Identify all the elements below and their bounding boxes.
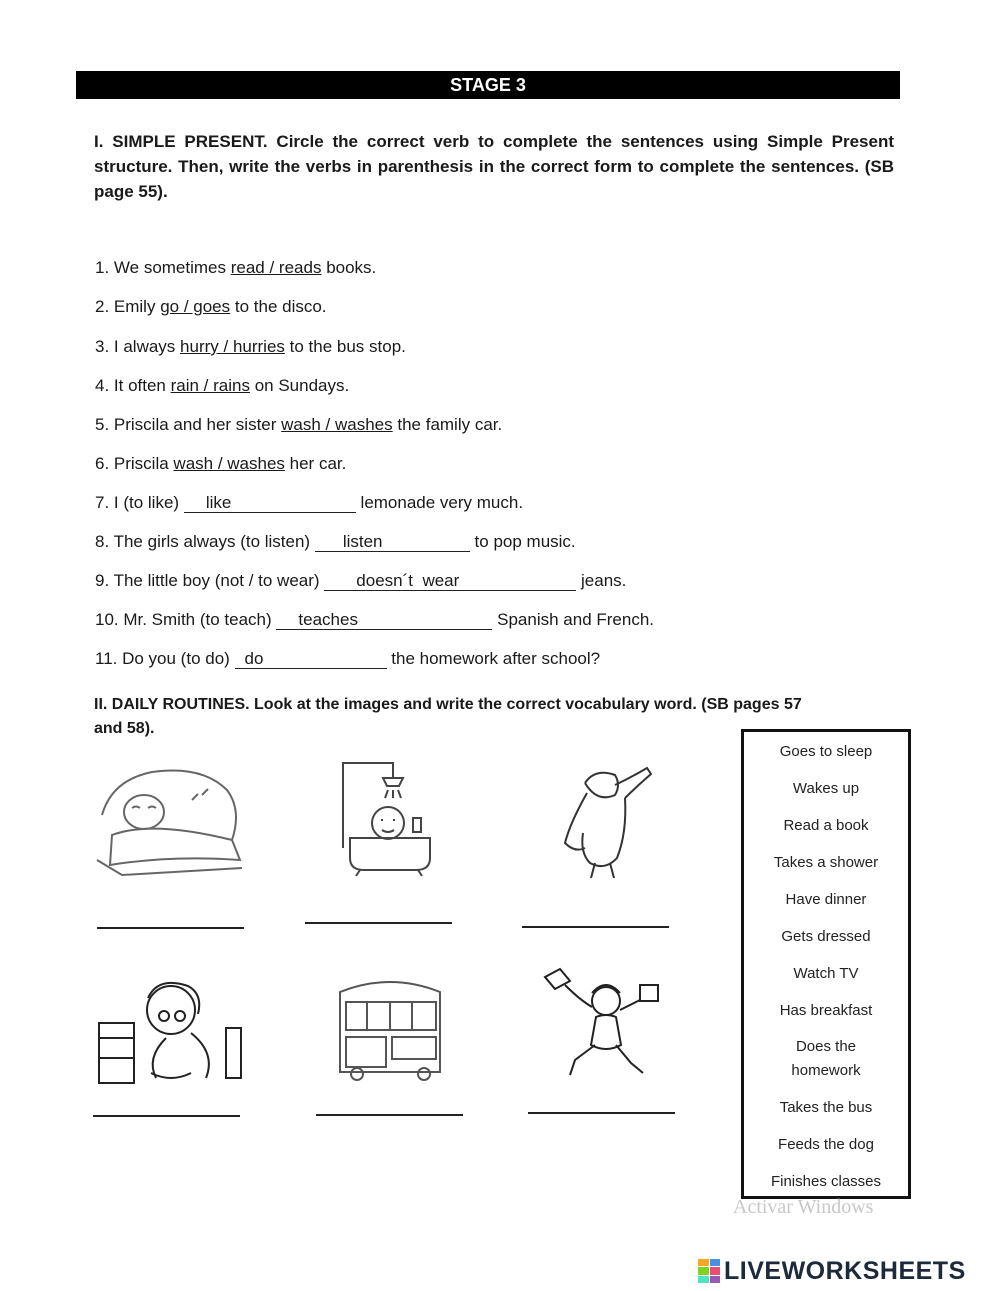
word-bank-item[interactable]: Gets dressed [781,928,871,945]
sentence-2: 2. Emily go / goes to the disco. [95,297,327,316]
answer-line-3[interactable] [522,926,669,928]
word-bank-item[interactable]: Finishes classes [770,1173,882,1190]
verb-choice[interactable]: rain / rains [170,376,250,395]
word-bank-item[interactable]: Have dinner [785,891,867,908]
answer-line-6[interactable] [528,1112,675,1114]
answer-field[interactable]: listen [315,532,470,552]
getting-dressed-image [555,763,665,883]
word-bank-item[interactable]: Takes a shower [773,854,879,871]
verb-choice[interactable]: read / reads [230,258,322,277]
answer-field[interactable]: teaches [276,610,492,630]
verb-choice[interactable]: hurry / hurries [180,337,285,356]
stage-title: STAGE 3 [76,71,900,99]
word-bank-item[interactable]: Read a book [783,817,869,834]
sentence-11: 11. Do you (to do) do the homework after school? [95,649,601,668]
sentence-5: 5. Priscila and her sister wash / washes the family car. [95,415,503,434]
having-breakfast-image [96,978,246,1088]
answer-field[interactable]: do [235,649,387,669]
section1-instructions: I. SIMPLE PRESENT. Circle the correct verb to complete the sentences using Simple Present structure. Then, write the verbs in parenthesis in the correct form to complete the sentences. (SB page 55). [94,132,894,201]
sentence-8: 8. The girls always (to listen) listen to pop music. [95,532,576,551]
word-bank-item[interactable]: Watch TV [793,965,859,982]
sentence-1: 1. We sometimes read / reads books. [95,258,377,277]
sentence-7: 7. I (to like) like lemonade very much. [95,493,524,512]
taking-a-shower-image [338,758,438,878]
sentence-3: 3. I always hurry / hurries to the bus stop. [95,337,406,356]
answer-line-5[interactable] [316,1114,463,1116]
word-bank-item[interactable]: Wakes up [792,780,860,797]
word-bank-item[interactable]: Goes to sleep [779,743,873,760]
word-bank-item[interactable]: Feeds the dog [778,1136,874,1153]
sentence-9: 9. The little boy (not / to wear) doesn´t wear jeans. [95,571,627,590]
answer-line-1[interactable] [97,927,244,929]
verb-choice[interactable]: wash / washes [281,415,393,434]
answer-line-2[interactable] [305,922,452,924]
finishing-classes-image [540,965,670,1085]
sentence-10: 10. Mr. Smith (to teach) teaches Spanish and French. [95,610,655,629]
word-bank-item[interactable]: Has breakfast [779,1002,873,1019]
answer-line-4[interactable] [93,1115,240,1117]
verb-choice[interactable]: wash / washes [173,454,285,473]
windows-watermark: Activar Windows [733,1196,874,1218]
sleeping-in-bed-image [92,760,252,880]
brand-name: LIVEWORKSHEETS [724,1256,966,1285]
word-bank-item[interactable]: Takes the bus [779,1099,873,1116]
liveworksheets-brand[interactable] [698,1258,966,1284]
sentence-6: 6. Priscila wash / washes her car. [95,454,347,473]
sentence-4: 4. It often rain / rains on Sundays. [95,376,350,395]
answer-field[interactable]: doesn´t wear [324,571,576,591]
verb-choice[interactable]: go / goes [160,297,231,316]
section2-instructions: II. DAILY ROUTINES. Look at the images and write the correct vocabulary word. (SB pages 57 and 58). [94,696,802,737]
answer-field[interactable]: like [184,493,356,513]
liveworksheets-logo-icon [698,1259,720,1283]
taking-the-bus-image [332,972,447,1087]
word-bank [741,729,911,1199]
word-bank-item[interactable]: Does the homework [791,1038,861,1079]
